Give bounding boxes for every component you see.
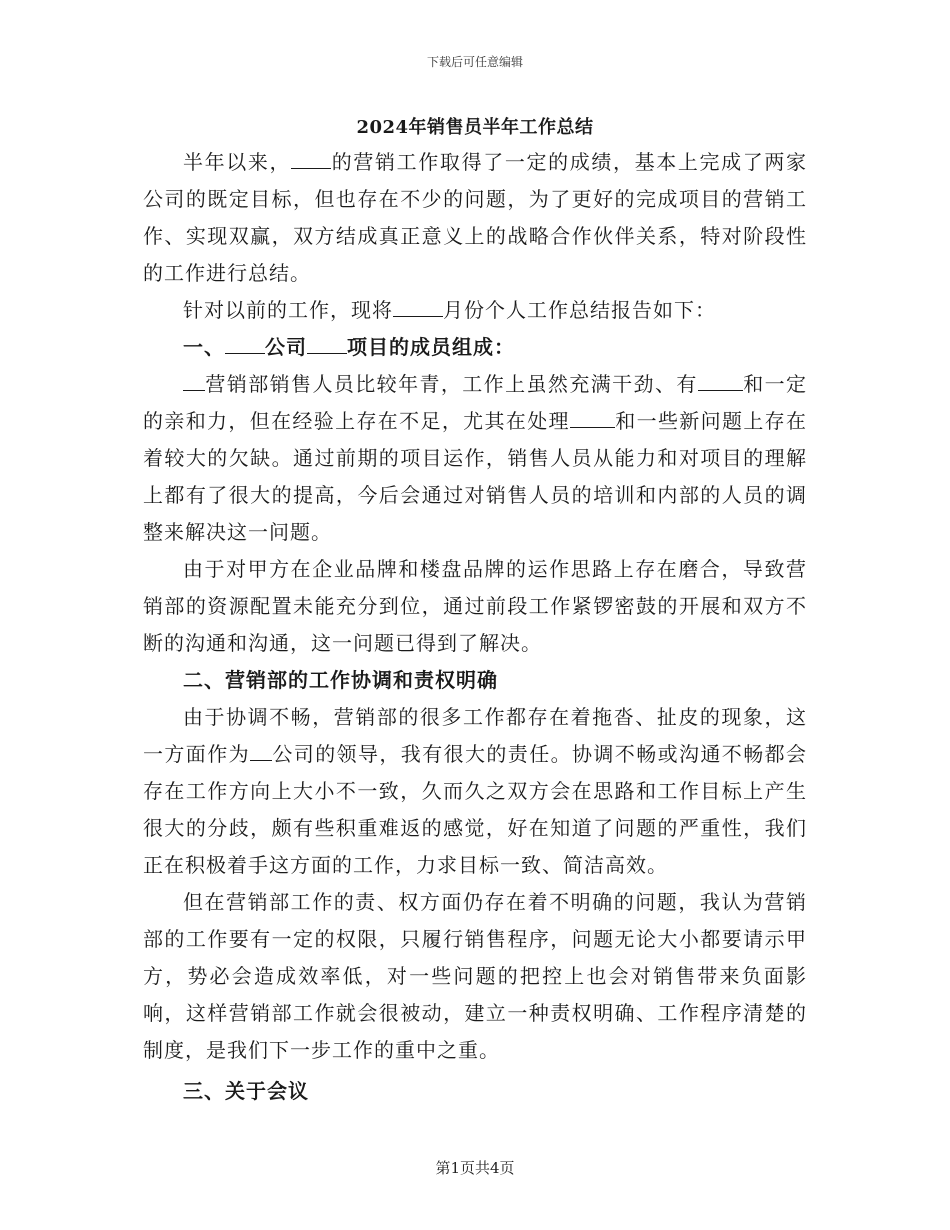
blank-line <box>250 740 272 761</box>
blank-line <box>393 296 443 317</box>
header-note: 下载后可任意编辑 <box>426 55 523 69</box>
text-fragment: 营销部销售人员比较年青，工作上虽然充满干劲、有 <box>205 372 698 396</box>
paragraph-intro <box>143 144 807 292</box>
blank-line <box>291 148 331 169</box>
text-fragment: 一、 <box>183 335 225 359</box>
blank-line <box>698 370 743 391</box>
text-fragment: 和一定的亲和力，但在经验上存在不足，尤其在处理 <box>143 372 808 433</box>
section-heading-1 <box>143 329 807 366</box>
blank-line <box>225 333 265 354</box>
blank-line <box>183 370 205 391</box>
paragraph-team <box>143 366 807 551</box>
paragraph-report-intro <box>143 292 807 329</box>
section-heading-2: 二、营销部的工作协调和责权明确 <box>183 668 498 692</box>
blank-line <box>307 333 347 354</box>
text-fragment: 公司 <box>265 335 307 359</box>
text-fragment: 月份个人工作总结报告如下： <box>443 298 716 322</box>
text-fragment: 由于协调不畅，营销部的很多工作都存在着拖沓、扯皮的现象，这一方面作为 <box>143 705 807 766</box>
paragraph-brand: 由于对甲方在企业品牌和楼盘品牌的运作思路上存在磨合，导致营销部的资源配置未能充分到位，通过前段工作紧锣密鼓的开展和双方不断的沟通和沟通，这一问题已得到了解决。 <box>143 557 807 655</box>
section-heading-3: 三、关于会议 <box>183 1079 309 1103</box>
document-title: 2024年销售员半年工作总结 <box>356 117 594 138</box>
text-fragment: 半年以来， <box>183 150 292 174</box>
text-fragment: 项目的成员组成： <box>347 335 515 359</box>
blank-line <box>570 407 615 428</box>
paragraph-coordination <box>143 699 807 884</box>
text-fragment: 的营销工作取得了一定的成绩，基本上完成了两家公司的既定目标，但也存在不少的问题，为了更好的完成项目的营销工作、实现双赢，双方结成真正意义上的战略合作伙伴关系，特对阶段性的工作进行总结。 <box>143 150 808 285</box>
document-body <box>143 112 807 1110</box>
text-fragment: 针对以前的工作，现将 <box>183 298 393 322</box>
page-footer: 第1页共4页 <box>435 1159 515 1177</box>
text-fragment: 和一些新问题上存在着较大的欠缺。通过前期的项目运作，销售人员从能力和对项目的理解上都有了很大的提高，今后会通过对销售人员的培训和内部的人员的调整来解决这一问题。 <box>143 409 808 544</box>
text-fragment: 公司的领导，我有很大的责任。协调不畅或沟通不畅都会存在工作方向上大小不一致，久而久之双方会在思路和工作目标上产生很大的分歧，颇有些积重难返的感觉，好在知道了问题的严重性，我们正在积极着手这方面的工作，力求目标一致、简洁高效。 <box>143 742 807 877</box>
paragraph-authority: 但在营销部工作的责、权方面仍存在着不明确的问题，我认为营销部的工作要有一定的权限，只履行销售程序，问题无论大小都要请示甲方，势必会造成效率低，对一些问题的把控上也会对销售带来负面影响，这样营销部工作就会很被动，建立一种责权明确、工作程序清楚的制度，是我们下一步工作的重中之重。 <box>143 890 807 1062</box>
